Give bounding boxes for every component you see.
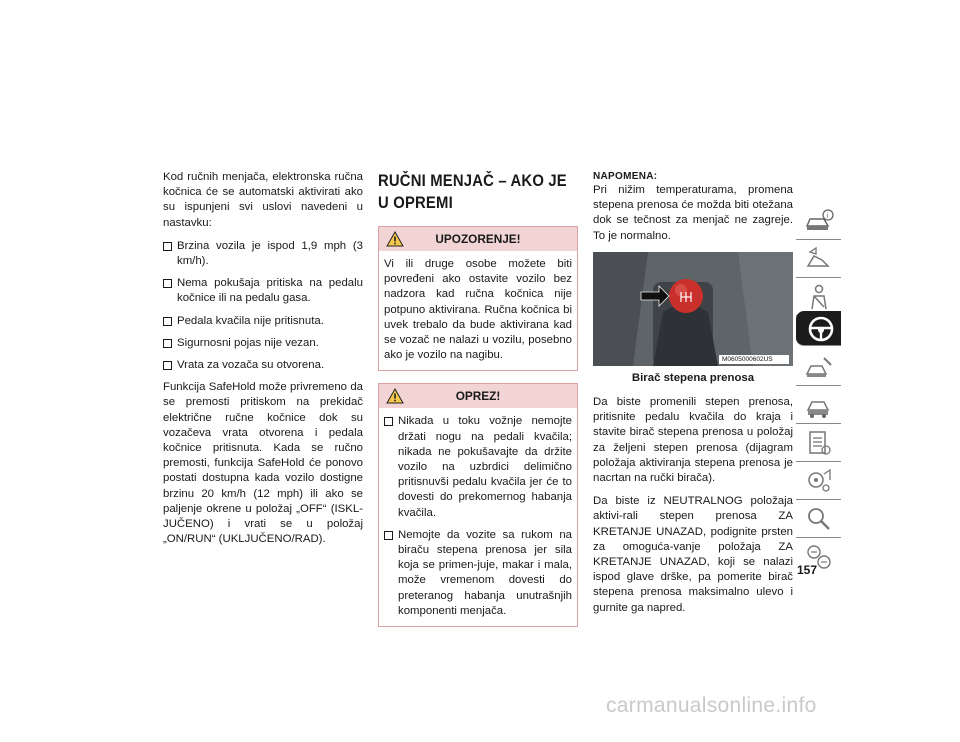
list-item: Brzina vozila je ispod 1,9 mph (3 km/h). (163, 239, 363, 269)
checkbox-bullet-icon (384, 417, 393, 426)
gear-shifter-illustration (593, 252, 793, 366)
tab-car-warning[interactable] (796, 241, 841, 278)
checkbox-bullet-icon (163, 279, 172, 288)
gear-shifter-photo (593, 252, 793, 366)
tab-index-search[interactable] (796, 501, 841, 538)
tab-steering-wheel[interactable] (796, 311, 841, 346)
warning-triangle-icon (386, 231, 404, 247)
list-item: Nema pokušaja pritiska na pedalu kočnice ili na pedalu gasa. (163, 276, 363, 306)
page-number: 157 (797, 563, 818, 577)
reverse-paragraph: Da biste iz NEUTRALNOG položaja aktivi-rali stepen prenosa ZA KRETANJE UNAZAD, podignite prsten za omoguća-vanje položaja ZA KRETANJE UNAZAD, koji se nalazi ispod glave drške, pa pomerite birač stepena prenosa maksimalno ulevo i gurnite ga napred. (593, 495, 793, 614)
car-info-icon (804, 206, 834, 236)
note-label: NAPOMENA: (593, 171, 658, 182)
steering-wheel-icon (806, 314, 836, 344)
specifications-list-icon (804, 428, 834, 458)
list-item: Vrata za vozača su otvorena. (163, 358, 363, 373)
checkbox-bullet-icon (163, 339, 172, 348)
tab-specifications[interactable] (796, 425, 841, 462)
caution-box (378, 383, 578, 627)
warning-title: UPOZORENJE! (435, 232, 521, 246)
warning-header (379, 227, 577, 251)
caution-title: OPREZ! (455, 389, 501, 404)
checkbox-bullet-icon (163, 361, 172, 370)
checkbox-bullet-icon (163, 242, 172, 251)
intro-paragraph: Kod ručnih menjača, elektronska ručna kočnica će se automatski aktivirati ako su ispunjeni svi uslovi navedeni u nastavku: (163, 171, 363, 229)
checkbox-bullet-icon (384, 531, 393, 540)
seatbelt-airbag-icon (804, 282, 834, 312)
list-item: Nikada u toku vožnje nemojte držati nogu na pedali kvačila; nikada ne pokušavajte da držite vozilo na uzbrdici delimično pritisnuvši pedalu kvačila jer će to dovesti do prekomernog habanja kvačila. (384, 414, 572, 520)
right-column (593, 170, 793, 624)
note-text: Pri nižim temperaturama, promena stepena prenosa će možda biti otežana dok se tečnost za menjač ne zagreje. To je normalno. (593, 184, 793, 242)
car-service-icon (804, 352, 834, 382)
multimedia-icon (804, 466, 834, 496)
tab-car-maintenance[interactable] (796, 387, 841, 424)
section-heading: RUČNI MENJAČ – AKO JE U OPREMI (378, 172, 567, 212)
shift-paragraph: Da biste promenili stepen prenosa, pritisnite pedalu kvačila do kraja i stavite birač stepena prenosa u položaj za željeni stepen prenosa (dijagram položaja aktiviranja stepena prenosa je nacrtan na ručki birača). (593, 396, 793, 485)
watermark: carmanualsonline.info (606, 694, 817, 717)
caution-triangle-icon (386, 388, 404, 404)
list-item: Nemojte da vozite sa rukom na biraču stepena prenosa jer sila koja se primen-juje, makar i mala, može vremenom dovesti do preteranog habanja unutrašnjih komponenti menjača. (384, 528, 572, 619)
middle-column (378, 170, 578, 639)
warning-text: Vi ili druge osobe možete biti povređeni ako ostavite vozilo bez nadzora kad ručna kočnica nije potpuno aktivirana. Ručna kočnica bi uvek trebalo da bude aktivirana kad se vozač ne nalazi u vozilu, posebno ako je vozilo na nagibu. (384, 258, 572, 362)
image-code: M0605000602US (722, 355, 773, 363)
list-item: Pedala kvačila nije pritisnuta. (163, 314, 363, 329)
warning-box (378, 226, 578, 371)
car-warning-icon (804, 244, 834, 274)
image-caption: Birač stepena prenosa (631, 371, 755, 384)
magnifier-index-icon (804, 504, 834, 534)
checkbox-bullet-icon (163, 317, 172, 326)
left-column (163, 170, 363, 555)
svg-text:i: i (826, 213, 829, 220)
tab-car-service[interactable] (796, 349, 841, 386)
list-item: Sigurnosni pojas nije vezan. (163, 336, 363, 351)
safehold-paragraph: Funkcija SafeHold može privremeno da se premosti pritiskom na prekidač električne ručne kočnice dok su vozačeva vrata otvorena i pedala kočnice pritisnuta. Kada se ručno premosti, funkcija SafeHold će ponovo postati dostupna kada vozilo dostigne brzinu 20 km/h (12 mph) ili ako se paljenje okrene u položaj „OFF“ (ISKL-JUČENO) i vrati se u položaj „ON/RUN“ (UKLJUČENO/RAD). (163, 381, 363, 546)
caution-header (379, 384, 577, 408)
tab-car-info[interactable] (796, 203, 841, 240)
tab-multimedia[interactable] (796, 463, 841, 500)
car-maintenance-icon (804, 390, 834, 420)
